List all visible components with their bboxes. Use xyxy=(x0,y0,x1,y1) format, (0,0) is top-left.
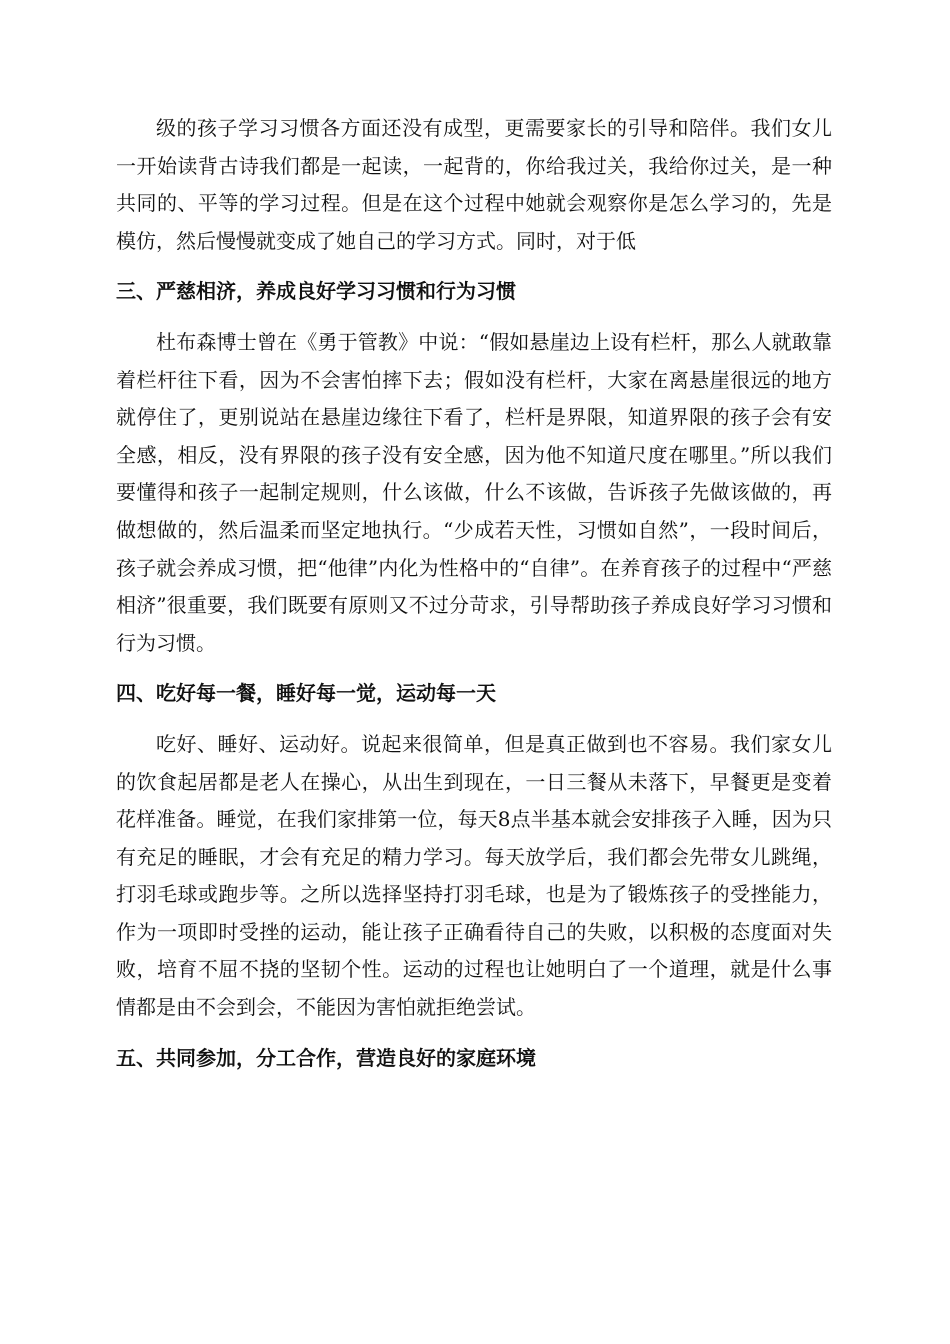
document-page xyxy=(116,110,832,1077)
section-heading-4: 四、吃好每一餐，睡好每一觉，运动每一天 xyxy=(116,681,496,706)
section-heading-3: 三、严慈相济，养成良好学习习惯和行为习惯 xyxy=(116,279,516,304)
paragraph-intro: 级的孩子学习习惯各方面还没有成型，更需要家长的引导和陪伴。我们女儿一开始读背古诗我们都是一起读，一起背的，你给我过关，我给你过关，是一种共同的、平等的学习过程。但是在这个过程中她就会观察你是怎么学习的，先是模仿，然后慢慢就变成了她自己的学习方式。同时，对于低 xyxy=(116,116,832,253)
section-heading-5: 五、共同参加，分工合作，营造良好的家庭环境 xyxy=(116,1045,536,1070)
section-body-4: 吃好、睡好、运动好。说起来很简单，但是真正做到也不容易。我们家女儿的饮食起居都是老人在操心，从出生到现在，一日三餐从未落下，早餐更是变着花样准备。睡觉，在我们家排第一位，每天8点半基本就会安排孩子入睡，因为只有充足的睡眠，才会有充足的精力学习。每天放学后，我们都会先带女儿跳绳，打羽毛球或跑步等。之所以选择坚持打羽毛球，也是为了锻炼孩子的受挫能力，作为一项即时受挫的运动，能让孩子正确看待自己的失败，以积极的态度面对失败，培育不屈不挠的坚韧个性。运动的过程也让她明白了一个道理，就是什么事情都是由不会到会，不能因为害怕就拒绝尝试。 xyxy=(116,731,832,1020)
section-body-3: 杜布森博士曾在《勇于管教》中说：“假如悬崖边上设有栏杆，那么人就敢靠着栏杆往下看，因为不会害怕摔下去；假如没有栏杆，大家在离悬崖很远的地方就停住了，更别说站在悬崖边缘往下看了，栏杆是界限，知道界限的孩子会有安全感，相反，没有界限的孩子没有安全感，因为他不知道尺度在哪里。”所以我们要懂得和孩子一起制定规则，什么该做，什么不该做，告诉孩子先做该做的，再做想做的，然后温柔而坚定地执行。“少成若天性，习惯如自然”，一段时间后，孩子就会养成习惯，把“他律”内化为性格中的“自律”。在养育孩子的过程中“严慈相济”很重要，我们既要有原则又不过分苛求，引导帮助孩子养成良好学习习惯和行为习惯。 xyxy=(116,329,832,655)
